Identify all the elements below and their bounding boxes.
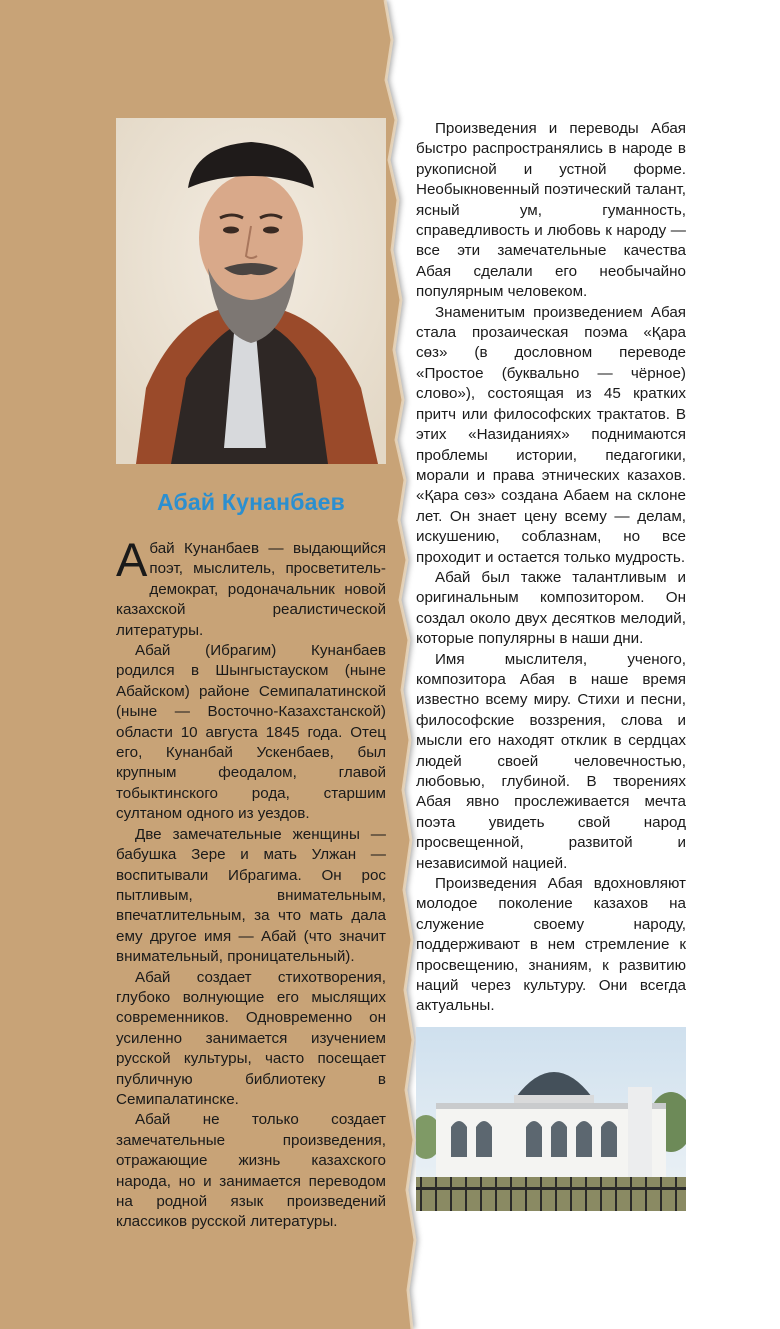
building-illustration [416, 1027, 686, 1211]
paragraph: Абай создает стихотворения, глубоко волнующие его мыслящих современников. Одновременно он усиленно занимается изучением русской культуры, часто посещает публичную библиотеку в Семипалатинске. [116, 968, 386, 1108]
paragraph: Две замечательные женщины — бабушка Зере и мать Улжан — воспитывали Ибрагима. Он рос пытливым, внимательным, впечатлительным, за что мать дала ему другое имя — Абай (что значит внимательный, проницательный). [116, 825, 386, 966]
portrait-illustration [116, 118, 386, 464]
paragraph-text: бай Кунанбаев — выдающийся поэт, мыслитель, просветитель-демократ, родоначальник новой казахской реалистической литературы. [116, 540, 386, 639]
paragraph: Произведения и переводы Абая быстро распространялись в народе в рукописной и устной форме. Необыкновенный поэтический талант, ясный ум, гуманность, справедливость и любовь к народу — все эти замечательные качества Абая сделали его необычайно популярным человеком. [416, 120, 686, 301]
paragraph: Абай (Ибрагим) Кунанбаев родился в Шынгыстауском (ныне Абайском) районе Семипалатинской (ныне — Восточно-Казахстанской) области 10 августа 1845 года. Отец его, Кунанбай Ускенбаев, был крупным феодалом, главой тобыктинского рода, старшим султаном одного из уездов. [116, 642, 386, 823]
paragraph: Имя мыслителя, ученого, композитора Абая в наше время известно всему миру. Стихи и песни, философские воззрения, слова и мысли его находят отклик в сердцах людей своей человечностью, любовью, глубиной. В творениях Абая явно прослеживается мечта поэта увидеть свой народ просвещенной, развитой и независимой нацией. [416, 650, 686, 872]
paragraph [116, 533, 386, 641]
paragraph: Абай был также талантливым и оригинальным композитором. Он создал около двух десятков мелодий, которые популярны в наши дни. [416, 568, 686, 648]
paragraph: Знаменитым произведением Абая стала прозаическая поэма «Қара сөз» (в дословном переводе «Простое (буквально — чёрное) слово»), состоящая из 45 кратких притч или философских трактатов. В этих «Назиданиях» поднимаются проблемы истории, педагогики, морали и права этнических казахов. «Қара сөз» создана Абаем на склоне лет. Он знает цену всему — делам, искушению, соблазнам, но все проходит и остается только мудрость. [416, 303, 686, 566]
page-title: Абай Кунанбаев [157, 489, 345, 515]
drop-cap: А [116, 533, 148, 586]
paragraph: Произведения Абая вдохновляют молодое поколение казахов на служение своему народу, поддерживают в нем стремление к просвещению, знаниям, к развитию наций через культуру. Они всегда актуальны. [416, 875, 686, 1015]
right-text-column [416, 119, 686, 1017]
portrait-image [116, 118, 386, 464]
paragraph: Абай не только создает замечательные произведения, отражающие жизнь казахского народа, но и занимается переводом на родной язык произведений классиков русской литературы. [116, 1111, 386, 1231]
left-text-column [116, 533, 386, 1233]
museum-building-photo [416, 1027, 686, 1211]
